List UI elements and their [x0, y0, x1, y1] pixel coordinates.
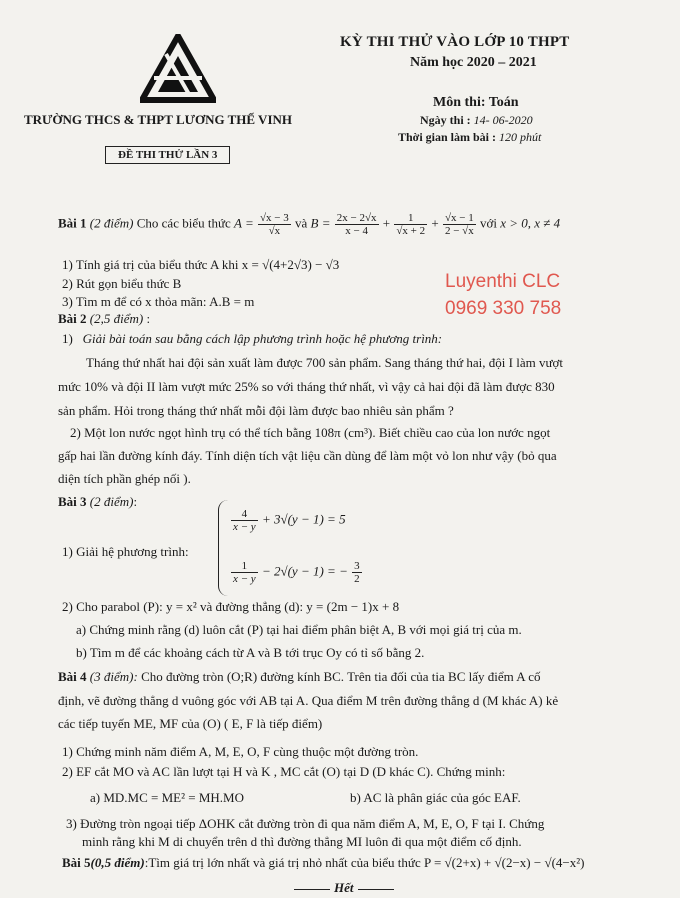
- bai3-q1: 1) Giải hệ phương trình:: [62, 544, 189, 559]
- watermark-stamp: Luyenthi CLC 0969 330 758: [445, 271, 562, 319]
- bai2-q2-3: diện tích phần ghép nối ).: [58, 471, 191, 486]
- bai4-q3-2: minh rằng khi M di chuyển trên d thì đường thẳng MI luôn đi qua một điểm cố định.: [82, 834, 522, 849]
- bai4-q2a: a) MD.MC = ME² = MH.MO: [90, 790, 244, 805]
- bai4-q1: 1) Chứng minh năm điểm A, M, E, O, F cùng thuộc một đường tròn.: [62, 744, 419, 759]
- bai3-q2b: b) Tìm m để các khoảng cách từ A và B tới trục Oy có tỉ số bằng 2.: [76, 645, 425, 660]
- system-brace: [218, 500, 229, 596]
- school-year: Năm học 2020 – 2021: [410, 55, 537, 70]
- exam-title: KỲ THI THỬ VÀO LỚP 10 THPT: [340, 34, 570, 50]
- bai1-statement: Bài 1 (2 điểm) Cho các biểu thức A = $\frac{√x - 3}{√x}$ và B = $\frac{2x - 2√x}{x - 4}$ + $\frac{1}{√x + 2}$ + $\frac{√x - 1}{2 - √x}$ với x > 0, x ≠ 4: [58, 212, 561, 237]
- fraction-a: $\frac{√x - 3}{√x}$: [260, 212, 289, 237]
- bai2-q1: 1) Giải bài toán sau bằng cách lập phương trình hoặc hệ phương trình:: [62, 331, 443, 346]
- bai2-text-2: mức 10% và đội II làm vượt mức 25% so với tháng thứ nhất, vì vậy cả hai đội đã làm được 830: [58, 379, 555, 394]
- bai2-text-1: Tháng thứ nhất hai đội sản xuất làm được 700 sản phẩm. Sang tháng thứ hai, đội I làm vượt: [86, 355, 563, 370]
- bai2-text-3: sản phẩm. Hỏi trong tháng thứ nhất mỗi đội làm được bao nhiêu sản phẩm ?: [58, 403, 454, 418]
- bai4-q2b: b) AC là phân giác của góc EAF.: [350, 790, 521, 805]
- bai4-statement-2: định, vẽ đường thẳng d vuông góc với AB tại A. Qua điểm M trên đường thẳng d (M khác A) kẻ: [58, 693, 559, 708]
- exam-date: Ngày thi : 14- 06-2020: [420, 113, 533, 127]
- bai3-q2: 2) Cho parabol (P): y = x² và đường thẳng (d): y = (2m − 1)x + 8: [62, 599, 400, 614]
- bai4-q3-1: 3) Đường tròn ngoại tiếp ΔOHK cắt đường tròn đi qua năm điểm A, M, E, O, F tại I. Chứng: [66, 816, 545, 831]
- school-name: TRƯỜNG THCS & THPT LƯƠNG THẾ VINH: [24, 112, 292, 127]
- system-equation-2: $\frac{1}{x - y}$ − 2√(y − 1) = − $\frac{3}{2}$: [233, 560, 360, 585]
- bai4-statement-1: Bài 4 (3 điểm): Cho đường tròn (O;R) đường kính BC. Trên tia đối của tia BC lấy điểm A cố: [58, 669, 541, 684]
- exam-time: Thời gian làm bài : 120 phút: [398, 130, 542, 144]
- bai2-heading: Bài 2 (2,5 điểm) :: [58, 311, 151, 326]
- bai3-q2a: a) Chứng minh rằng (d) luôn cắt (P) tại hai điểm phân biệt A, B với mọi giá trị của m.: [76, 622, 522, 637]
- bai4-q2: 2) EF cắt MO và AC lần lượt tại H và K , MC cắt (O) tại D (D khác C). Chứng minh:: [62, 764, 506, 779]
- bai1-q1: 1) Tính giá trị của biểu thức A khi x = √(4+2√3) − √3: [62, 257, 340, 272]
- bai1-q3: 3) Tìm m để có x thỏa mãn: A.B = m: [62, 294, 255, 309]
- school-logo-icon: [140, 34, 216, 104]
- end-marker: Hết: [290, 880, 398, 896]
- bai1-q2: 2) Rút gọn biểu thức B: [62, 276, 182, 291]
- bai2-q2-2: gấp hai lần đường kính đáy. Tính diện tích vật liệu cần dùng để làm một vỏ lon như vậy (bỏ qua: [58, 448, 557, 463]
- bai3-heading: Bài 3 (2 điểm):: [58, 494, 138, 509]
- exam-round-box: ĐỀ THI THỬ LẦN 3: [105, 146, 230, 164]
- bai5-statement: Bài 5(0,5 điểm):Tìm giá trị lớn nhất và giá trị nhỏ nhất của biểu thức P = √(2+x) + √(2−x) − √(4−x²): [62, 855, 585, 870]
- bai2-q2-1: 2) Một lon nước ngọt hình trụ có thể tích bằng 108π (cm³). Biết chiều cao của lon nước ngọt: [70, 425, 551, 440]
- subject: Môn thi: Toán: [433, 95, 519, 110]
- system-equation-1: $\frac{4}{x - y}$ + 3√(y − 1) = 5: [233, 508, 346, 533]
- bai4-statement-3: các tiếp tuyến ME, MF của (O) ( E, F là tiếp điểm): [58, 716, 323, 731]
